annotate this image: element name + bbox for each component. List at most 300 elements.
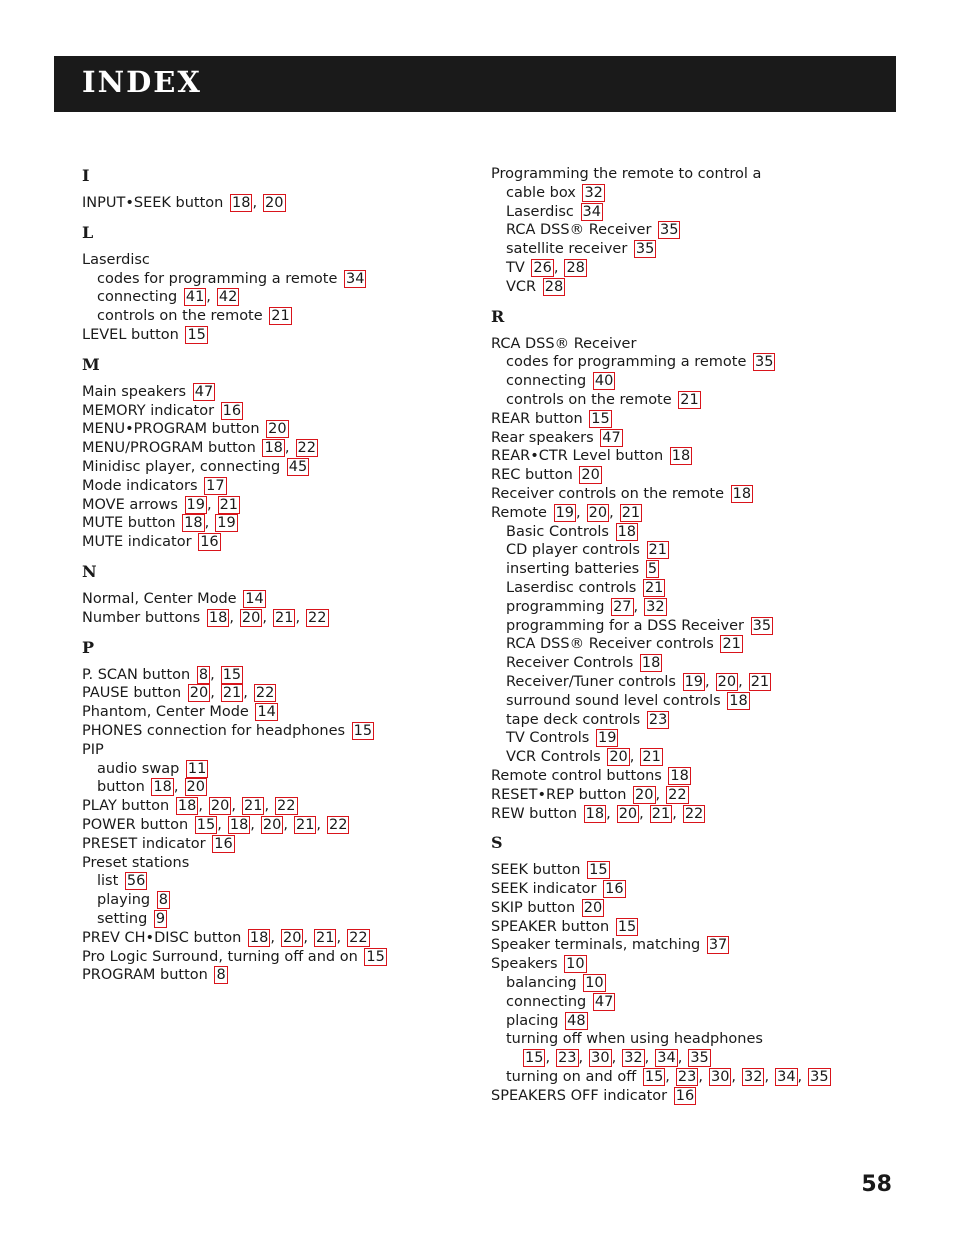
page-link[interactable]: 20 [262,816,282,833]
page-link[interactable]: 15 [525,1050,544,1067]
page-separator: , [250,816,255,833]
page-link[interactable]: 21 [651,805,671,822]
page-link[interactable]: 22 [297,440,316,457]
index-entry-term: Remote [491,504,547,521]
page-link[interactable]: 20 [583,899,603,916]
section-spacer [82,213,482,221]
index-entry-term: SEEK indicator [491,881,597,898]
index-entry [491,635,911,654]
page-separator: , [206,496,212,513]
page-separator: , [252,195,258,211]
index-entry [82,496,482,515]
index-entry-term: MENU/PROGRAM button [82,440,256,457]
page-link[interactable]: 18 [184,515,203,532]
index-entry-term: SPEAKERS OFF indicator [491,1087,668,1104]
index-entry [491,598,911,617]
index-entry [491,447,911,466]
page-separator: , [295,609,301,626]
page-separator: , [665,1069,670,1086]
page-link[interactable]: 30 [710,1069,730,1086]
page-link[interactable]: 34 [346,270,365,287]
index-entry [491,786,911,805]
section-letter: L [82,222,94,242]
page-link[interactable]: 15 [196,816,216,833]
page-separator: , [210,685,215,702]
index-entry-term: POWER button [82,816,189,833]
page-link[interactable]: 15 [617,918,637,935]
page-link[interactable]: 23 [648,711,668,728]
page-link[interactable]: 20 [241,609,261,626]
index-entry-term: REAR button [491,410,583,427]
page-link[interactable]: 20 [210,798,230,815]
page-separator: , [731,1069,737,1086]
page-link[interactable]: 28 [544,278,564,295]
page-separator: , [206,289,211,306]
index-entry [491,165,911,184]
index-entry [491,748,911,767]
page-link[interactable]: 21 [295,816,315,833]
page-link[interactable]: 22 [255,685,275,702]
page-link[interactable]: 18 [229,816,249,833]
page-link[interactable]: 18 [671,448,691,465]
page-link[interactable]: 22 [668,786,687,803]
page-link[interactable]: 34 [582,203,601,220]
index-entry [82,929,482,948]
index-entry [82,194,482,213]
index-entry [82,666,482,685]
page-separator: , [204,515,210,532]
index-entry [82,288,482,307]
index-entry-term: tape deck controls [506,711,641,728]
page-link[interactable]: 18 [585,805,605,822]
page-link[interactable]: 9 [155,910,166,927]
page-link[interactable]: 18 [153,779,172,796]
index-entry [82,816,482,835]
page-separator: , [609,504,614,521]
page-link[interactable]: 35 [635,241,655,258]
page-separator: , [545,1050,551,1067]
page-link[interactable]: 11 [187,760,207,777]
page-link[interactable]: 8 [216,967,226,984]
page-separator: , [606,805,611,822]
index-entry [82,477,482,496]
index-entry-term: Preset stations [82,854,190,871]
index-entry [491,372,911,391]
index-entry-term: MEMORY indicator [82,402,215,419]
index-entry [491,466,911,485]
page-link[interactable]: 21 [271,308,290,325]
index-entry-term: CD player controls [506,542,640,559]
index-entry [491,560,911,579]
section-letter: I [82,166,90,185]
page-separator: , [705,673,710,690]
page-separator: , [173,779,179,796]
page-link[interactable]: 22 [329,816,348,833]
page-link[interactable]: 27 [613,598,632,615]
index-entry-term: Speakers [491,956,558,973]
page-link[interactable]: 18 [264,440,283,457]
page-separator: , [553,259,559,276]
section-spacer [82,345,482,353]
page-link[interactable]: 10 [585,975,604,992]
page-link[interactable]: 5 [647,561,658,578]
page-link[interactable]: 47 [602,429,621,446]
index-entry [491,936,911,955]
page-separator: , [576,504,581,521]
index-entry [82,609,482,628]
index-entry-term: Pro Logic Surround, turning off and on [82,948,358,965]
page-separator: , [764,1069,770,1086]
page-separator: , [217,816,222,833]
index-entry [491,278,911,297]
section-spacer [82,628,482,636]
page-separator: , [578,1050,584,1067]
index-entry-term: RESET•REP button [491,786,627,803]
page-link[interactable]: 15 [353,722,373,739]
index-entry-term: PREV CH•DISC button [82,929,242,946]
index-entry [491,391,911,410]
page-link[interactable]: 35 [755,354,774,371]
page-link[interactable]: 19 [217,515,236,532]
page-link[interactable]: 21 [644,579,664,596]
index-entry-term: Receiver Controls [506,655,634,672]
index-entry-term: PROGRAM button [82,967,208,984]
index-entry-term: Speaker terminals, matching [491,937,701,954]
index-entry-term: inserting batteries [506,561,640,578]
page-link[interactable]: 18 [231,195,251,211]
index-entry-term: programming [506,598,605,615]
page-link[interactable]: 21 [274,609,294,626]
page-link[interactable]: 19 [684,673,704,690]
page-link[interactable]: 20 [588,504,608,521]
page-link[interactable]: 18 [729,692,748,709]
index-entry [82,307,482,326]
index-entry-term: Remote control buttons [491,767,662,784]
index-entry [491,353,911,372]
page-separator: , [611,1050,617,1067]
page-link[interactable]: 21 [243,798,263,815]
page-separator: , [655,786,661,803]
index-column-left [82,164,482,985]
page-link[interactable]: 56 [126,873,146,890]
index-entry-term: button [97,779,145,796]
index-entry [82,722,482,741]
index-entry-term: turning on and off [506,1069,637,1086]
page-link[interactable]: 32 [744,1069,763,1086]
index-entry-term: PHONES connection for headphones [82,722,346,739]
page-link[interactable]: 8 [198,666,209,683]
page-separator: , [698,1069,703,1086]
page-link[interactable]: 18 [732,485,752,502]
page-link[interactable]: 20 [618,805,638,822]
page-separator: , [270,929,275,946]
index-entry [82,514,482,533]
page-link[interactable]: 23 [677,1069,697,1086]
index-entry-term: RCA DSS® Receiver [506,222,652,239]
index-entry [82,251,482,270]
index-entry [491,1068,911,1087]
index-entry [491,259,911,278]
index-entry-term: Laserdisc [506,203,574,220]
index-entry-term: connecting [506,993,587,1010]
page-link[interactable]: 30 [591,1050,610,1067]
index-entry [82,684,482,703]
index-entry-term: Phantom, Center Mode [82,704,249,721]
page-link[interactable]: 14 [245,590,264,607]
page-separator: , [677,1050,683,1067]
page-separator: , [210,666,215,683]
page-link[interactable]: 19 [597,730,617,747]
page-separator: , [644,1050,650,1067]
page-link[interactable]: 15 [591,410,610,427]
index-entry-term: Basic Controls [506,523,609,540]
page-link[interactable]: 19 [555,504,575,521]
section-letter: M [82,354,100,374]
page-link[interactable]: 23 [558,1050,577,1067]
index-entry [491,1049,911,1068]
index-entry-term: RCA DSS® Receiver [491,335,637,352]
index-entry [491,579,911,598]
index-entry-term: SEEK button [491,862,581,879]
page-link[interactable]: 19 [186,496,205,513]
page-link[interactable]: 20 [268,421,287,438]
section-letter: P [82,637,95,657]
index-entry [82,778,482,797]
index-entry [491,899,911,918]
index-entry-term: SPEAKER button [491,918,610,935]
page-link[interactable]: 48 [567,1012,586,1029]
index-entry-term: codes for programming a remote [506,354,747,371]
index-entry-term: LEVEL button [82,326,179,343]
page-link[interactable]: 21 [680,391,699,408]
page-link[interactable]: 18 [249,929,269,946]
page-link[interactable]: 42 [218,289,238,306]
index-entry [491,240,911,259]
page-separator: , [262,609,267,626]
index-entry-term: connecting [97,289,178,306]
page-link[interactable]: 21 [648,542,667,559]
index-entry-term: turning off when using headphones [506,1031,763,1048]
index-entry-term: satellite receiver [506,241,628,258]
index-entry [82,439,482,458]
page-link[interactable]: 37 [708,937,728,954]
index-entry [82,910,482,929]
page-link[interactable]: 18 [617,523,637,540]
section-letter: N [82,561,97,581]
page-link[interactable]: 22 [308,609,327,626]
page-link[interactable]: 34 [777,1069,796,1086]
index-entry [491,1030,911,1049]
page-link[interactable]: 35 [810,1069,829,1086]
page-link[interactable]: 22 [277,798,296,815]
index-entry [491,955,911,974]
page-link[interactable]: 17 [206,477,225,494]
page-link[interactable]: 26 [533,259,552,276]
page-link[interactable]: 21 [219,496,239,513]
page-separator: , [264,798,270,815]
page-link[interactable]: 20 [186,779,205,796]
index-entry [82,703,482,722]
index-entry [491,767,911,786]
index-entry-term: PRESET indicator [82,835,206,852]
index-entry [82,891,482,910]
index-entry [82,402,482,421]
page-link[interactable]: 15 [589,862,608,879]
page-link[interactable]: 32 [584,184,603,201]
index-entry-term: controls on the remote [506,391,672,408]
page-separator: , [303,929,309,946]
page-title: INDEX [82,65,202,99]
page-separator: , [231,798,236,815]
page-link[interactable]: 16 [605,881,624,898]
index-entry-term: PLAY button [82,798,170,815]
page-link[interactable]: 20 [635,786,654,803]
index-entry-term: Minidisc player, connecting [82,458,281,475]
page-link[interactable]: 32 [646,598,665,615]
index-entry [491,918,911,937]
index-entry-term: MUTE indicator [82,534,192,551]
index-entry [82,383,482,402]
page-link[interactable]: 20 [282,929,302,946]
index-entry-term: MUTE button [82,515,176,532]
index-entry [491,429,911,448]
index-entry-term: TV Controls [506,730,590,747]
page-link[interactable]: 22 [349,929,368,946]
page-link[interactable]: 35 [660,222,679,239]
index-entry-term: Mode indicators [82,477,198,494]
index-column-right [491,165,911,1106]
section-spacer [82,552,482,560]
page-link[interactable]: 8 [158,892,168,909]
index-entry-term: list [97,873,119,890]
index-entry [491,184,911,203]
page-separator: , [198,798,203,815]
page-link[interactable]: 15 [644,1069,664,1086]
index-header-banner [54,56,896,112]
index-entry [491,711,911,730]
page-link[interactable]: 16 [200,534,219,551]
index-entry-term: connecting [506,373,587,390]
index-entry-term: P. SCAN button [82,666,191,683]
index-entry-term: Laserdisc controls [506,579,637,596]
index-entry-term: cable box [506,184,576,201]
index-entry-term: playing [97,892,151,909]
index-entry-term: placing [506,1012,559,1029]
index-entry [491,203,911,222]
page-link[interactable]: 47 [194,383,214,400]
page-link[interactable]: 35 [690,1050,709,1067]
index-entry-term: Receiver controls on the remote [491,485,725,502]
page-link[interactable]: 16 [222,402,242,419]
index-entry [491,410,911,429]
page-link[interactable]: 22 [684,805,704,822]
page-link[interactable]: 45 [288,458,308,475]
section-spacer [491,823,911,831]
index-entry-term: INPUT•SEEK button [82,195,224,211]
index-entry [491,335,911,354]
page-separator: , [629,749,635,766]
page-link[interactable]: 18 [177,798,197,815]
index-entry-term: Number buttons [82,609,201,626]
page-link[interactable]: 16 [214,835,233,852]
index-entry-term: VCR Controls [506,749,601,766]
page-link[interactable]: 35 [752,617,772,634]
index-entry [82,533,482,552]
index-entry-term: RCA DSS® Receiver controls [506,636,714,653]
page-link[interactable]: 47 [594,993,614,1010]
index-entry-term: audio swap [97,760,180,777]
page-link[interactable]: 20 [581,467,600,484]
page-link[interactable]: 18 [670,767,689,784]
index-entry [491,673,911,692]
page-separator: , [284,440,290,457]
page-link[interactable]: 21 [621,504,641,521]
page-link[interactable]: 21 [750,673,770,690]
page-link[interactable]: 10 [566,956,585,973]
page-link[interactable]: 15 [187,326,206,343]
index-entry [491,504,911,523]
index-entry-term: programming for a DSS Receiver [506,617,745,634]
section-letter: S [491,833,503,853]
index-entry-term: codes for programming a remote [97,270,338,287]
page-link[interactable]: 28 [566,259,585,276]
index-entry [82,872,482,891]
page-link[interactable]: 15 [222,666,242,683]
page-link[interactable]: 21 [642,749,661,766]
page-separator: , [283,816,288,833]
index-entry [491,880,911,899]
page-separator: , [229,609,234,626]
page-link[interactable]: 16 [675,1087,695,1104]
page-link[interactable]: 20 [717,673,737,690]
page-link[interactable]: 21 [316,929,335,946]
index-entry-term: MENU•PROGRAM button [82,421,260,438]
index-entry [491,523,911,542]
index-entry [82,948,482,967]
page-link[interactable]: 21 [222,685,242,702]
page-link[interactable]: 32 [624,1050,643,1067]
index-entry [82,835,482,854]
page-link[interactable]: 20 [265,195,284,211]
index-entry [491,541,911,560]
page-link[interactable]: 18 [641,655,661,672]
index-entry [491,221,911,240]
index-entry-term: REC button [491,467,573,484]
page-link[interactable]: 21 [722,636,741,653]
index-entry-term: Laserdisc [82,251,150,268]
index-entry [491,692,911,711]
page-separator: , [243,685,248,702]
index-entry [491,1087,911,1106]
page-link[interactable]: 20 [609,749,628,766]
index-entry [491,729,911,748]
page-link[interactable]: 40 [594,373,614,390]
index-entry-term: controls on the remote [97,308,263,325]
index-entry-term: MOVE arrows [82,496,178,513]
index-entry [82,590,482,609]
page-link[interactable]: 18 [208,609,228,626]
section-letter: R [491,306,505,326]
page-link[interactable]: 14 [257,704,276,721]
page-link[interactable]: 41 [185,289,205,306]
section-spacer [491,297,911,305]
page-link[interactable]: 15 [366,948,385,965]
page-separator: , [639,805,644,822]
page-link[interactable]: 20 [189,685,209,702]
page-link[interactable]: 34 [657,1050,676,1067]
index-entry-term: REW button [491,805,578,822]
index-entry-term: Main speakers [82,383,187,400]
